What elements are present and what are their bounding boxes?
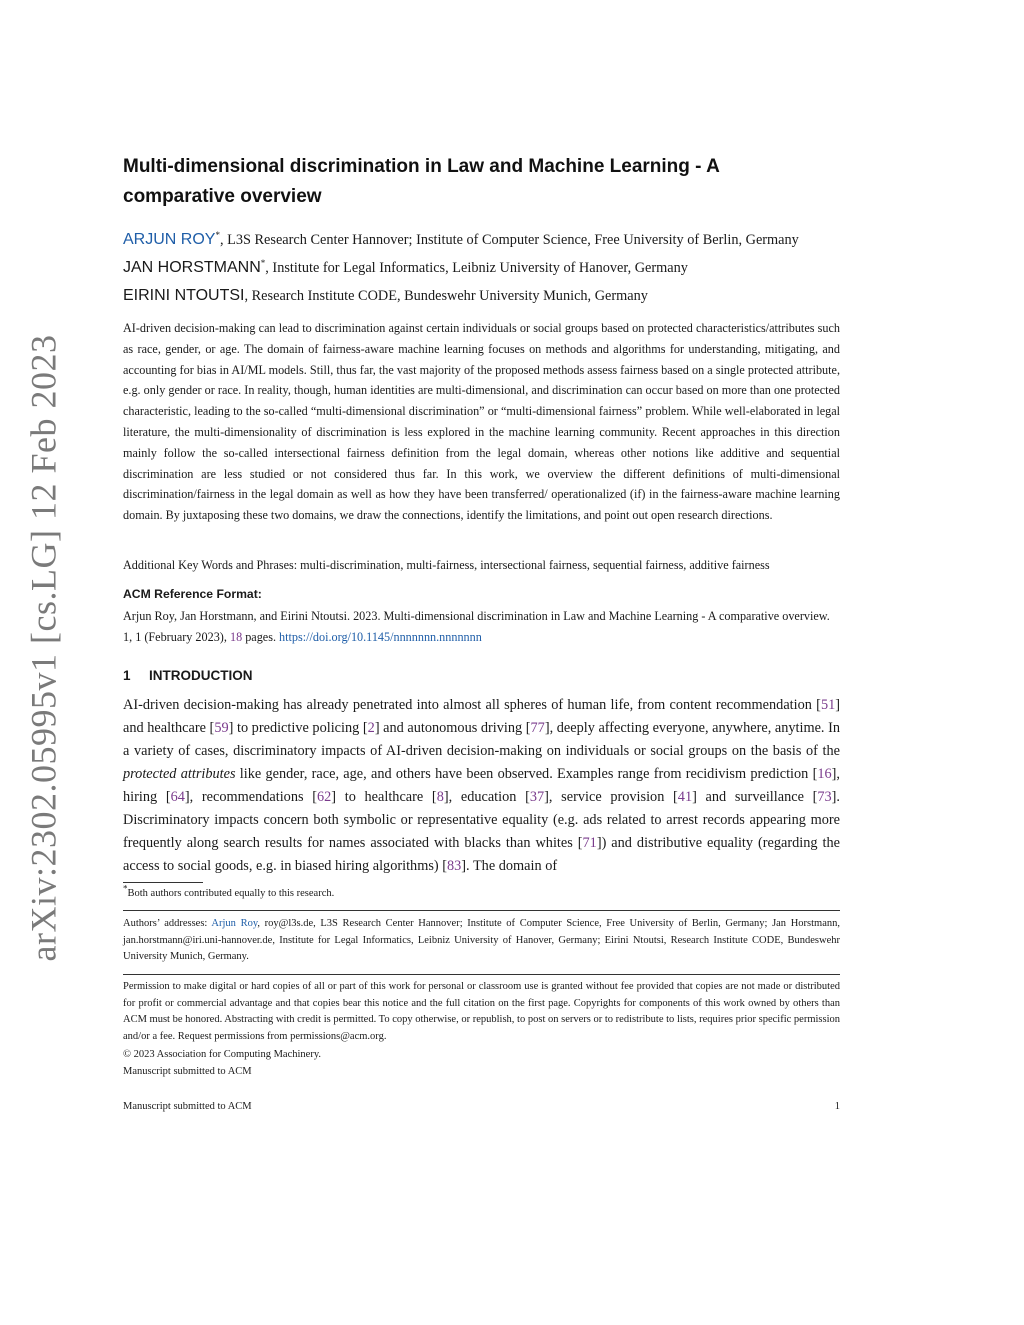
addresses-text: Authors’ addresses: xyxy=(123,918,212,929)
section-title: INTRODUCTION xyxy=(149,668,253,683)
emphasis-protected-attributes: protected attributes xyxy=(123,766,236,782)
intro-text: ], deeply affecting everyone, anywhere, anytime. In a variety of cases, discriminatory impacts of AI-driven decision-making on individuals or social groups on the basis of the xyxy=(123,720,840,759)
intro-text: ]. The domain of xyxy=(461,858,558,874)
author-list xyxy=(123,226,840,310)
citation-link[interactable]: 41 xyxy=(677,789,693,805)
footer-venue: Manuscript submitted to ACM xyxy=(123,1101,252,1112)
intro-text: ] and healthcare [ xyxy=(123,697,840,736)
author-name: EIRINI NTOUTSI xyxy=(123,287,245,304)
section-number: 1 xyxy=(123,668,131,683)
citation-link[interactable]: 51 xyxy=(820,697,836,713)
intro-text: AI-driven decision-making has already penetrated into almost all spheres of human life, from content recommendation [ xyxy=(123,697,821,713)
citation-link[interactable]: 8 xyxy=(436,789,444,805)
author-name-link[interactable]: ARJUN ROY xyxy=(123,231,216,248)
author-entry xyxy=(123,254,840,282)
author-entry xyxy=(123,282,840,310)
footnote-divider xyxy=(123,882,203,883)
intro-text: ] and autonomous driving [ xyxy=(374,720,531,736)
title-line-1: Multi-dimensional discrimination in Law and Machine Learning - A xyxy=(123,156,720,177)
intro-text: ], recommendations [ xyxy=(184,789,317,805)
copyright-text: © 2023 Association for Computing Machinery. xyxy=(123,1049,322,1060)
intro-text: ], hiring [ xyxy=(123,766,840,805)
citation-link[interactable]: 37 xyxy=(529,789,545,805)
intro-text: ] and surveillance [ xyxy=(692,789,818,805)
page-count-link[interactable]: 18 xyxy=(229,629,243,644)
title-line-2: comparative overview xyxy=(123,186,322,207)
citation-link[interactable]: 71 xyxy=(582,835,597,851)
author-affiliation: , L3S Research Center Hannover; Institute of Computer Science, Free University of Berlin, Germany xyxy=(219,232,799,248)
intro-text: ], service provision [ xyxy=(544,789,678,805)
permission-notice: Permission to make digital or hard copies of all or part of this work for personal or classroom use is granted without fee provided that copies are not made or distributed for profit or commercial advantage and that copies bear this notice and the full citation on the first page. Copyrights for components of this work owned by others than ACM must be honored. Abstracting with credit is permitted. To copy otherwise, or republish, to post on servers or to redistribute to lists, requires prior specific permission and/or a fee. Request permissions from permissions@acm.org. xyxy=(123,981,840,1042)
permission-divider xyxy=(123,974,840,975)
page-footer xyxy=(123,1101,840,1112)
intro-text: ] to healthcare [ xyxy=(331,789,437,805)
arxiv-identifier: arXiv:2302.05995v1 [cs.LG] 12 Feb 2023 xyxy=(23,334,64,961)
citation-link[interactable]: 59 xyxy=(214,720,229,736)
intro-text: like gender, race, age, and others have been observed. Examples range from recidivism prediction [ xyxy=(235,766,818,782)
footnote-mark: * xyxy=(123,883,128,894)
acm-reference-heading: ACM Reference Format: xyxy=(123,587,262,601)
citation-link[interactable]: 83 xyxy=(447,858,462,874)
equal-contribution-mark: * xyxy=(260,258,266,269)
citation-link[interactable]: 2 xyxy=(367,720,375,736)
acm-pages-suffix: pages. xyxy=(242,629,280,644)
submission-note: Manuscript submitted to ACM xyxy=(123,1065,252,1077)
copyright-block xyxy=(123,1047,840,1080)
arxiv-sidebar-stamp xyxy=(18,334,68,961)
paper-title xyxy=(123,152,840,212)
footnote xyxy=(123,883,840,899)
footnote-text: Both authors contributed equally to this research. xyxy=(127,888,335,899)
equal-contribution-mark: * xyxy=(215,230,220,241)
author-affiliation: , Institute for Legal Informatics, Leibniz University of Hanover, Germany xyxy=(265,260,688,276)
author-affiliation: , Research Institute CODE, Bundeswehr University Munich, Germany xyxy=(244,288,648,304)
author-name-link[interactable]: Arjun Roy xyxy=(211,918,258,929)
author-addresses xyxy=(123,916,840,966)
citation-link[interactable]: 64 xyxy=(170,789,185,805)
abstract: AI-driven decision-making can lead to discrimination against certain individuals or social groups based on protected characteristics/attributes such as race, gender, or age. The domain of fairness-aware machine learning focuses on methods and algorithms for understanding, mitigating, and accounting for bias in AI/ML models. Still, thus far, the vast majority of the proposed methods assess fairness based on a single protected attribute, e.g. only gender or race. In reality, though, human identities are multi-dimensional, and discrimination can occur based on more than one protected characteristic, leading to the so-called “multi-dimensional discrimination” or “multi-dimensional fairness” problem. While well-elaborated in legal literature, the multi-dimensionality of discrimination is less explored in the machine learning community. Recent approaches in this direction mainly follow the so-called intersectional fairness definition from the legal domain, whereas other notions like additive and sequential discrimination are less studied or not considered thus far. In this work, we overview the different definitions of multi-dimensional discrimination/fairness in the legal domain as well as how they have been transferred/ operationalized (if) in the fairness-aware machine learning domain. By juxtaposing these two domains, we draw the connections, identify the limitations, and point out open research directions. xyxy=(123,321,840,523)
keywords: Additional Key Words and Phrases: multi-discrimination, multi-fairness, intersectional fairness, sequential fairness, additive fairness xyxy=(123,558,770,572)
citation-link[interactable]: 16 xyxy=(817,766,832,782)
citation-link[interactable]: 73 xyxy=(817,789,832,805)
author-entry xyxy=(123,226,840,254)
acm-reference xyxy=(123,606,840,647)
section-heading xyxy=(123,668,840,683)
author-name: JAN HORSTMANN xyxy=(123,259,261,276)
citation-link[interactable]: 77 xyxy=(530,720,545,736)
doi-link[interactable]: https://doi.org/10.1145/nnnnnnn.nnnnnnn xyxy=(279,629,482,644)
intro-text: ], education [ xyxy=(443,789,530,805)
intro-text: ]) and distributive equality (regarding the access to social goods, e.g. in biased hiring algorithms) [ xyxy=(123,835,840,874)
introduction-paragraph xyxy=(123,694,840,878)
page-number: 1 xyxy=(834,1101,840,1112)
acm-citation-text: Arjun Roy, Jan Horstmann, and Eirini Ntoutsi. 2023. Multi-dimensional discrimination in Law and Machine Learning - A comparative overview. 1, 1 (February 2023), xyxy=(123,609,830,644)
citation-link[interactable]: 62 xyxy=(316,789,332,805)
addresses-text: , roy@l3s.de, L3S Research Center Hannover; Institute of Computer Science, Free University of Berlin, Germany; Jan Horstmann, jan.horstmann@iri.uni-hannover.de, Institute for Legal Informatics, Leibniz University of Hanover, Germany; Eirini Ntoutsi, Research Institute CODE, Bundeswehr University Munich, Germany. xyxy=(123,918,840,962)
addresses-divider xyxy=(123,910,840,911)
intro-text: ] to predictive policing [ xyxy=(228,720,368,736)
intro-text: ]. Discriminatory impacts concern both symbolic or representative equality (e.g. ads related to arrest records appearing more frequently along search results for names associated with blacks than whites [ xyxy=(123,789,840,851)
